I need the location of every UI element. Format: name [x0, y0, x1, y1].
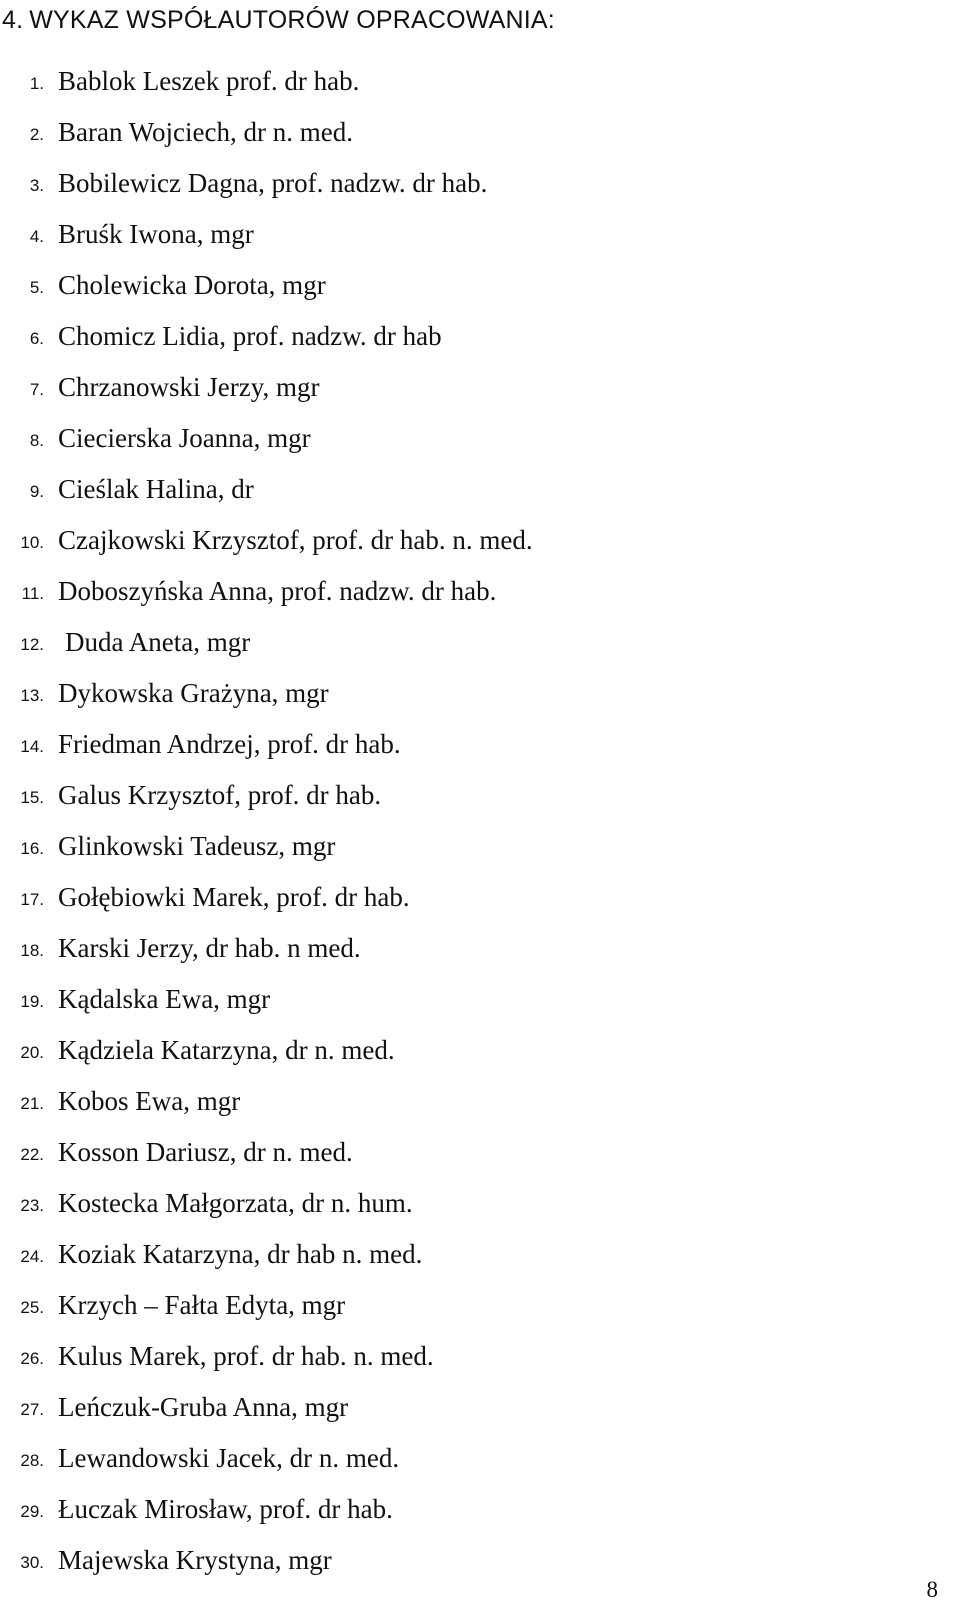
- author-entry: Ciecierska Joanna, mgr: [58, 423, 311, 453]
- list-item: [0, 517, 940, 568]
- co-author-list: [0, 58, 940, 1588]
- author-entry: Kądziela Katarzyna, dr n. med.: [58, 1035, 395, 1065]
- author-entry: Gołębiowki Marek, prof. dr hab.: [58, 882, 410, 912]
- item-number: 9.: [29, 482, 44, 501]
- item-number: 21.: [20, 1094, 44, 1113]
- item-number: 29.: [20, 1502, 44, 1521]
- item-number: 24.: [20, 1247, 44, 1266]
- author-entry: Friedman Andrzej, prof. dr hab.: [58, 729, 401, 759]
- item-number: 2.: [29, 125, 44, 144]
- list-item: [0, 823, 940, 874]
- list-item: [0, 415, 940, 466]
- author-entry: Kosson Dariusz, dr n. med.: [58, 1137, 353, 1167]
- item-number: 18.: [20, 941, 44, 960]
- author-entry: Lewandowski Jacek, dr n. med.: [58, 1443, 400, 1473]
- list-item: [0, 1333, 940, 1384]
- list-item: [0, 466, 940, 517]
- item-number: 30.: [20, 1553, 44, 1572]
- item-number: 13.: [20, 686, 44, 705]
- list-item: [0, 976, 940, 1027]
- list-item: [0, 262, 940, 313]
- item-number: 26.: [20, 1349, 44, 1368]
- item-number: 23.: [20, 1196, 44, 1215]
- section-heading: [2, 2, 555, 38]
- item-number: 7.: [29, 380, 44, 399]
- author-entry: Karski Jerzy, dr hab. n med.: [58, 933, 361, 963]
- list-item: [0, 211, 940, 262]
- author-entry: Czajkowski Krzysztof, prof. dr hab. n. med.: [58, 525, 533, 555]
- list-item: [0, 364, 940, 415]
- list-item: [0, 1180, 940, 1231]
- item-number: 27.: [20, 1400, 44, 1419]
- item-number: 6.: [29, 329, 44, 348]
- list-item: [0, 313, 940, 364]
- list-item: [0, 109, 940, 160]
- item-number: 15.: [20, 788, 44, 807]
- item-number: 22.: [20, 1145, 44, 1164]
- list-item: [0, 1027, 940, 1078]
- list-item: [0, 721, 940, 772]
- list-item: [0, 160, 940, 211]
- list-item: [0, 1384, 940, 1435]
- item-number: 14.: [20, 737, 44, 756]
- author-entry: Majewska Krystyna, mgr: [58, 1545, 332, 1575]
- author-entry: Kądalska Ewa, mgr: [58, 984, 271, 1014]
- list-item: [0, 925, 940, 976]
- author-entry: Kobos Ewa, mgr: [58, 1086, 241, 1116]
- item-number: 19.: [20, 992, 44, 1011]
- author-entry: Łuczak Mirosław, prof. dr hab.: [58, 1494, 393, 1524]
- item-number: 12.: [20, 635, 44, 654]
- item-number: 28.: [20, 1451, 44, 1470]
- item-number: 25.: [20, 1298, 44, 1317]
- list-item: [0, 58, 940, 109]
- list-item: [0, 1231, 940, 1282]
- author-entry: Kostecka Małgorzata, dr n. hum.: [58, 1188, 413, 1218]
- list-item: [0, 670, 940, 721]
- page-number: 8: [926, 1577, 938, 1602]
- author-entry: Chrzanowski Jerzy, mgr: [58, 372, 320, 402]
- author-entry: Cholewicka Dorota, mgr: [58, 270, 326, 300]
- item-number: 5.: [29, 278, 44, 297]
- list-item: [0, 619, 940, 670]
- list-item: [0, 874, 940, 925]
- author-entry: Bablok Leszek prof. dr hab.: [58, 66, 360, 96]
- author-entry: Krzych – Fałta Edyta, mgr: [58, 1290, 346, 1320]
- list-item: [0, 1435, 940, 1486]
- author-entry: Kulus Marek, prof. dr hab. n. med.: [58, 1341, 434, 1371]
- author-entry: Galus Krzysztof, prof. dr hab.: [58, 780, 382, 810]
- author-entry: Baran Wojciech, dr n. med.: [58, 117, 353, 147]
- item-number: 3.: [29, 176, 44, 195]
- section-title: WYKAZ WSPÓŁAUTORÓW OPRACOWANIA:: [29, 6, 555, 34]
- list-item: [0, 1282, 940, 1333]
- author-entry: Glinkowski Tadeusz, mgr: [58, 831, 336, 861]
- author-entry: Duda Aneta, mgr: [65, 627, 251, 657]
- author-entry: Bruśk Iwona, mgr: [58, 219, 254, 249]
- list-item: [0, 1078, 940, 1129]
- item-number: 8.: [29, 431, 44, 450]
- list-item: [0, 568, 940, 619]
- item-number: 20.: [20, 1043, 44, 1062]
- item-number: 11.: [21, 584, 44, 603]
- author-entry: Dykowska Grażyna, mgr: [58, 678, 329, 708]
- author-entry: Bobilewicz Dagna, prof. nadzw. dr hab.: [58, 168, 488, 198]
- author-entry: Cieślak Halina, dr: [58, 474, 254, 504]
- item-number: 17.: [20, 890, 44, 909]
- list-item: [0, 1129, 940, 1180]
- list-item: [0, 1486, 940, 1537]
- list-item: [0, 772, 940, 823]
- section-number: 4.: [2, 6, 24, 34]
- author-entry: Doboszyńska Anna, prof. nadzw. dr hab.: [58, 576, 497, 606]
- author-entry: Leńczuk-Gruba Anna, mgr: [58, 1392, 349, 1422]
- item-number: 10.: [20, 533, 44, 552]
- item-number: 1.: [29, 74, 44, 93]
- list-item: [0, 1537, 940, 1588]
- item-number: 4.: [29, 227, 44, 246]
- author-entry: Chomicz Lidia, prof. nadzw. dr hab: [58, 321, 442, 351]
- author-entry: Koziak Katarzyna, dr hab n. med.: [58, 1239, 423, 1269]
- item-number: 16.: [20, 839, 44, 858]
